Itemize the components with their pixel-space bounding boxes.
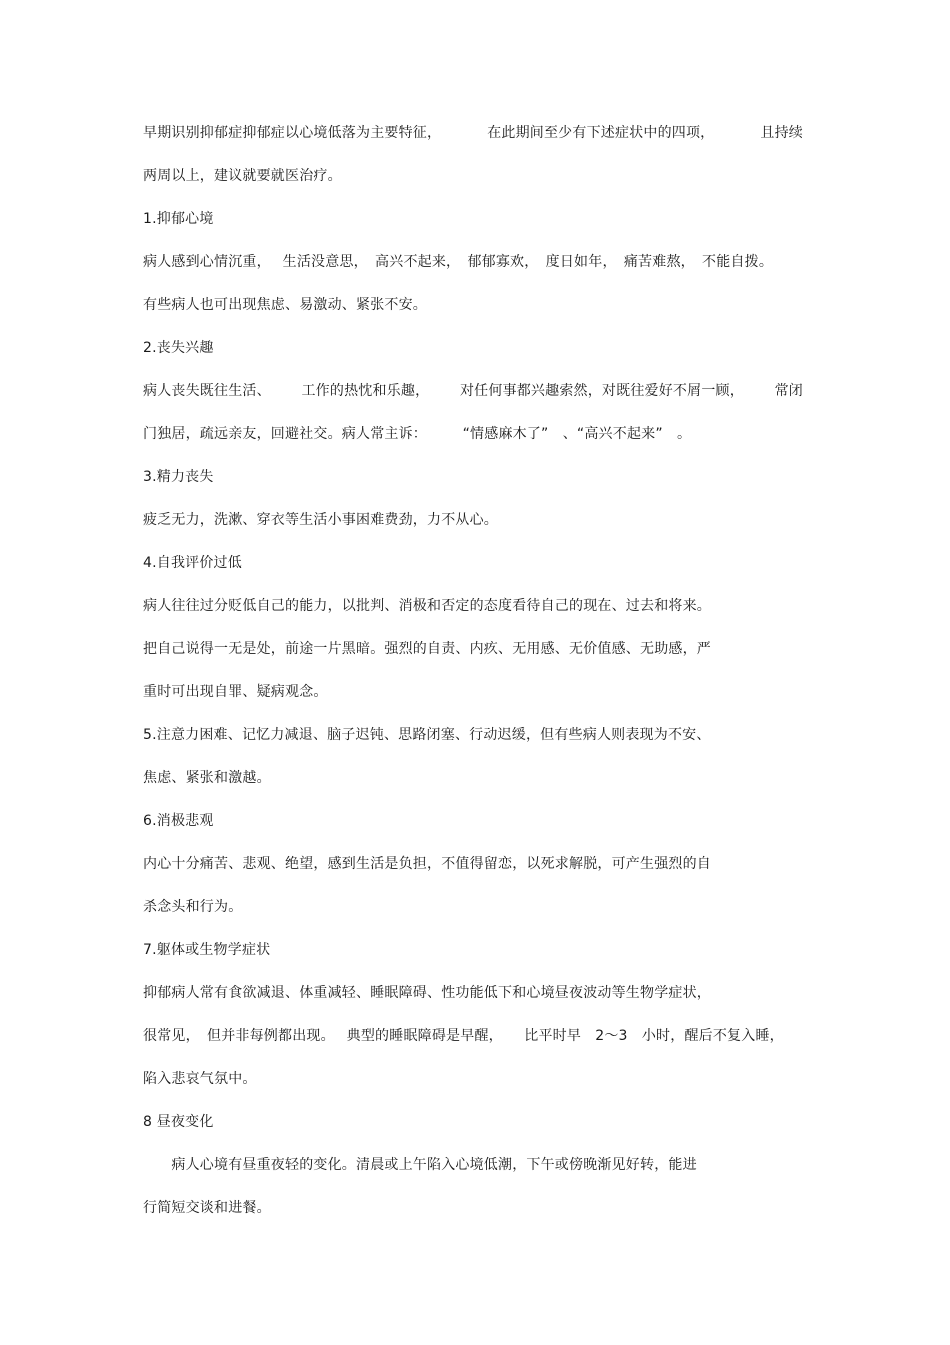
intro-line-2: 两周以上，建议就要就医治疗。 [143, 168, 342, 184]
section-8-line-1: 病人心境有昼重夜轻的变化。清晨或上午陷入心境低潮，下午或傍晚渐见好转，能进 [143, 1157, 697, 1173]
section-heading-2: 2.丧失兴趣 [143, 340, 214, 356]
section-6-line-1: 内心十分痛苦、悲观、绝望，感到生活是负担，不值得留恋，以死求解脱，可产生强烈的自 [143, 856, 711, 872]
section-2-line-2: 门独居，疏远亲友，回避社交。病人常主诉： “情感麻木了” 、“高兴不起来” 。 [143, 426, 692, 442]
section-7-line-1: 抑郁病人常有食欲减退、体重减轻、睡眠障碍、性功能低下和心境昼夜波动等生物学症状， [143, 985, 711, 1001]
section-heading-8: 8 昼夜变化 [143, 1114, 214, 1130]
section-4-line-3: 重时可出现自罪、疑病观念。 [143, 684, 328, 700]
section-heading-4: 4.自我评价过低 [143, 555, 242, 571]
section-heading-5: 5.注意力困难、记忆力减退、脑子迟钝、思路闭塞、行动迟缓，但有些病人则表现为不安、 [143, 727, 711, 743]
section-2-text-b: 工作的热忱和乐趣， [301, 383, 430, 399]
intro-text-a: 早期识别抑郁症抑郁症以心境低落为主要特征， [143, 125, 442, 141]
section-heading-3: 3.精力丧失 [143, 469, 214, 485]
section-2-line-1 [143, 381, 803, 401]
intro-line-1 [143, 123, 803, 143]
section-heading-1: 1.抑郁心境 [143, 211, 214, 227]
section-1-line-1: 病人感到心情沉重， 生活没意思， 高兴不起来， 郁郁寡欢， 度日如年， 痛苦难熬， 不能自拨。 [143, 254, 774, 270]
section-1-line-2: 有些病人也可出现焦虑、易激动、紧张不安。 [143, 297, 427, 313]
section-6-line-2: 杀念头和行为。 [143, 899, 243, 915]
section-7-line-3: 陷入悲哀气氛中。 [143, 1071, 257, 1087]
section-7-line-2: 很常见， 但并非每例都出现。 典型的睡眠障碍是早醒， 比平时早 2～3 小时，醒后不复入睡， [143, 1028, 784, 1044]
section-2-text-d: 常闭 [774, 383, 803, 399]
section-8-line-2: 行简短交谈和进餐。 [143, 1200, 271, 1216]
section-heading-7: 7.躯体或生物学症状 [143, 942, 271, 958]
section-2-text-a: 病人丧失既往生活、 [143, 383, 271, 399]
section-3-line-1: 疲乏无力，洗漱、穿衣等生活小事困难费劲，力不从心。 [143, 512, 498, 528]
section-4-line-2: 把自己说得一无是处，前途一片黑暗。强烈的自责、内疚、无用感、无价值感、无助感，严 [143, 641, 711, 657]
intro-text-c: 且持续 [760, 125, 803, 141]
intro-text-b: 在此期间至少有下述症状中的四项， [487, 125, 715, 141]
section-4-line-1: 病人往往过分贬低自己的能力，以批判、消极和否定的态度看待自己的现在、过去和将来。 [143, 598, 711, 614]
section-heading-6: 6.消极悲观 [143, 813, 214, 829]
section-2-text-c: 对任何事都兴趣索然，对既往爱好不屑一顾， [459, 383, 744, 399]
section-5-line-1: 焦虑、紧张和激越。 [143, 770, 271, 786]
